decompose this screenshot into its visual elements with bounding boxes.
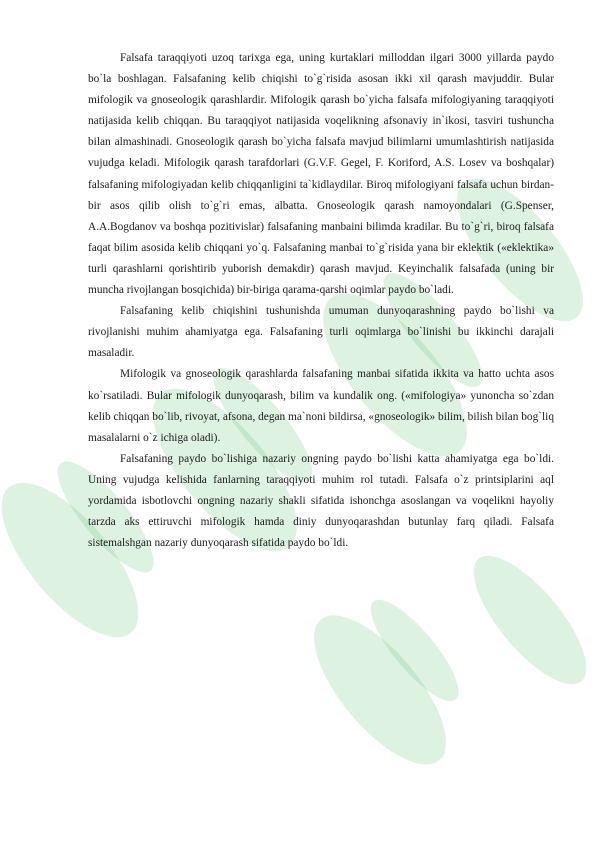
watermark-mark — [456, 539, 596, 700]
paragraph: Falsafaning paydo bo`lishiga nazariy ongning paydo bo`lishi katta ahamiyatga ega bo`ldi. Uning vujudga kelishida fanlarning taraqqiyoti muhim rol tutadi. Falsafa o`z printsiplarini aql yordamida isbotlovchi ongning nazariy shakli sifatida ishonchga asoslangan va voqelikni hayoliy tarzda aks ettiruvchi mifologik hamda diniy dunyoqarashdan butunlay farq qiladi. Falsafa sistemalshgan nazariy dunyoqarash sifatida paydo bo`ldi. — [88, 452, 554, 550]
paragraph: Mifologik va gnoseologik qarashlarda falsafaning manbai sifatida ikkita va hatto uchta asos ko`rsatiladi. Bular mifologik dunyoqarash, bilim va kundalik ong. («mifologiya» yunoncha so`zdan kelib chiqqan bo`lib, rivoyat, afsona, degan ma`noni bildirsa, «gnoseologik» bilim, bilish bilan bog`liq masalalarni o`z ichiga oladi). — [88, 368, 554, 444]
paragraph: Falsafaning kelib chiqishini tushunishda umuman dunyoqarashning paydo bo`lishi va rivojlanishi muhim ahamiyatga ega. Falsafaning turli oqimlarga bo`linishi bu ikkinchi darajali masaladir. — [88, 305, 554, 360]
watermark-mark — [292, 573, 495, 785]
body-text — [88, 48, 554, 554]
paragraph: Falsafa taraqqiyoti uzoq tarixga ega, uning kurtaklari milloddan ilgari 3000 yillarda paydo bo`la boshlagan. Falsafaning kelib chiqishi to`g`risida asosan ikki xil qarash mavjuddir. Bular mifologik va gnoseologik qarashlardir. Mifologik qarash bo`yicha falsafa mifologiyaning taraqqiyoti natijasida kelib chiqqan. Bu taraqqiyot natijasida voqelikning afsonaviy in`ikosi, tasviri tushuncha bilan almashinadi. Gnoseologik qarash bo`yicha falsafa mavjud bilimlarni umumlashtirish natijasida vujudga keladi. Mifologik qarash tarafdorlari (G.V.F. Gegel, F. Koriford, A.S. Losev va boshqalar) falsafaning mifologiyadan kelib chiqqanligini ta`kidlaydilar. Biroq mifologiyani falsafa uchun birdan-bir asos qilib olish to`g`ri emas, albatta. Gnoseologik qarash namoyondalari (G.Spenser, A.A.Bogdanov va boshqa pozitivislar) falsafaning manbaini bilimda kradilar. Bu to`g`ri, biroq falsafa faqat bilim asosida kelib chiqqani yo`q. Falsafaning manbai to`g`risida yana bir eklektik («eklektika» turli qarashlarni qorishtirib yuborish demakdir) qarash mavjud. Keyinchalik falsafada (uning bir muncha rivojlangan bosqichida) bir-biriga qarama-qarshi oqimlar paydo bo`ladi. — [88, 52, 554, 297]
